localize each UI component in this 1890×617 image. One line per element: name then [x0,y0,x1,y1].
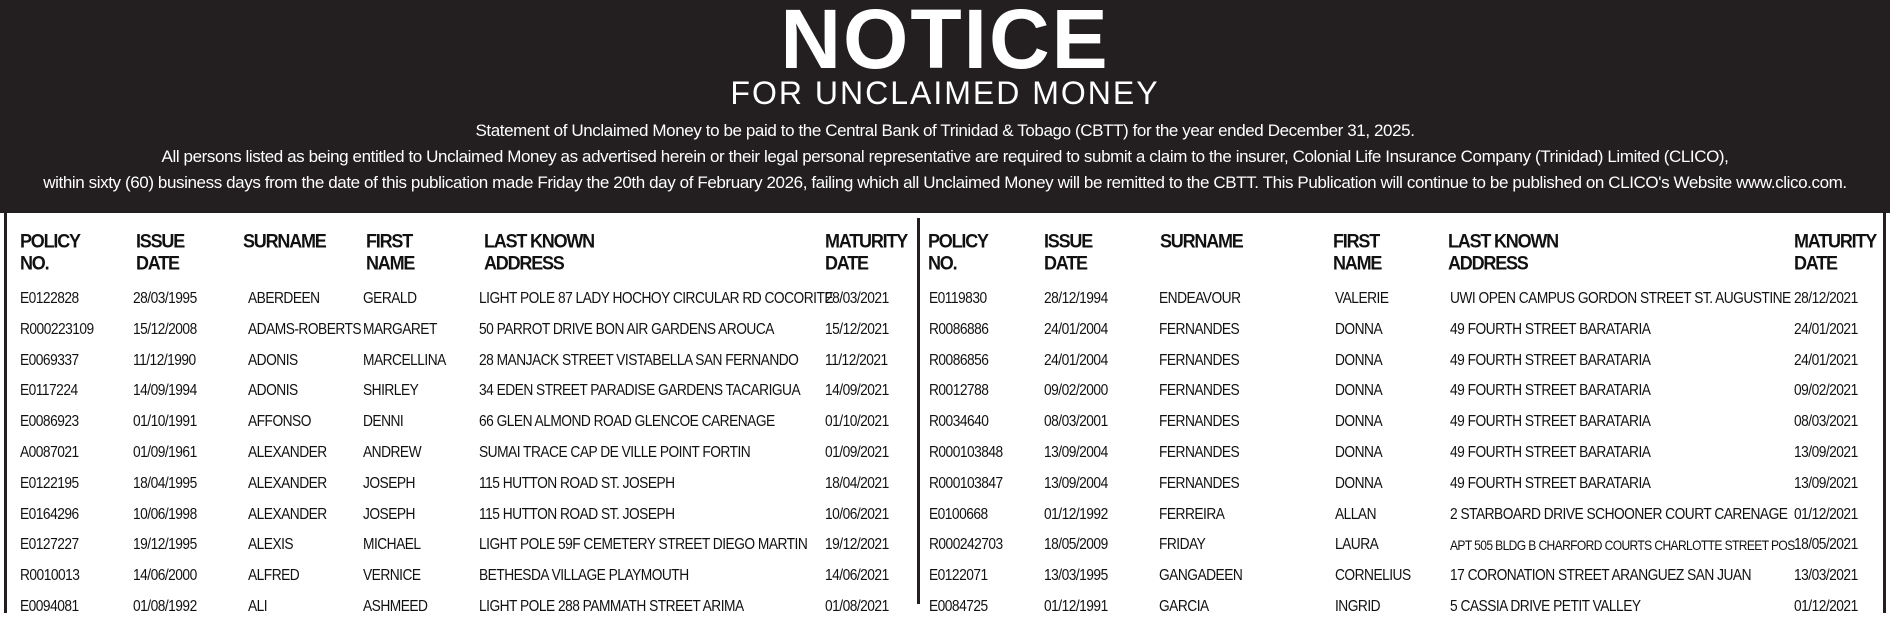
left-row-last-known-address: LIGHT POLE 288 PAMMATH STREET ARIMA [479,598,744,615]
right-row-policy-no: R0034640 [929,413,989,431]
left-row-maturity-date: 11/12/2021 [825,351,888,369]
right-row-issue-date: 09/02/2000 [1044,382,1108,400]
right-row-surname: GARCIA [1159,598,1209,615]
left-row-issue-date: 18/04/1995 [133,474,197,492]
right-row-policy-no: E0119830 [929,290,987,307]
left-row-maturity-date: 01/08/2021 [825,598,889,615]
statement-line-3: within sixty (60) business days from the date of this publication made Friday the 20th day of February 2026, failing which all Unclaimed Money will be remitted to the CBTT. This Publication will continue to be published on CLICO's Website www.clico.com. [43,173,1847,192]
left-row-last-known-address: LIGHT POLE 59F CEMETERY STREET DIEGO MARTIN [479,536,808,554]
left-row-policy-no: E0094081 [20,598,79,615]
right-header-maturity-date: MATURITY DATE [1794,230,1877,274]
column-divider [917,218,920,604]
left-row-surname: ALEXANDER [248,505,327,523]
left-row-policy-no: E0127227 [20,536,79,554]
right-row-issue-date: 18/05/2009 [1044,536,1108,554]
left-row-last-known-address: 66 GLEN ALMOND ROAD GLENCOE CARENAGE [479,413,775,431]
right-row-surname: FERNANDES [1159,474,1240,492]
left-row-issue-date: 19/12/1995 [133,536,197,554]
left-row-last-known-address: 115 HUTTON ROAD ST. JOSEPH [479,474,675,492]
right-row-maturity-date: 24/01/2021 [1794,320,1858,338]
left-row-policy-no: E0122828 [20,290,79,307]
left-row-issue-date: 01/10/1991 [133,413,197,431]
left-row-surname: ADONIS [248,382,298,400]
left-row-policy-no: E0069337 [20,351,79,369]
right-row-last-known-address: APT 505 BLDG B CHARFORD COURTS CHARLOTTE STREET POS [1450,537,1795,554]
right-row-first-name: LAURA [1335,536,1379,554]
left-row-policy-no: E0117224 [20,382,78,400]
left-header-maturity-date: MATURITY DATE [825,230,908,274]
left-row-issue-date: 10/06/1998 [133,505,197,523]
right-row-maturity-date: 28/12/2021 [1794,290,1858,307]
notice-subtitle: FOR UNCLAIMED MONEY [730,75,1160,111]
left-row-last-known-address: 34 EDEN STREET PARADISE GARDENS TACARIGUA [479,382,801,400]
left-row-issue-date: 28/03/1995 [133,290,197,307]
left-row-first-name: ANDREW [363,444,422,461]
left-row-policy-no: E0122195 [20,474,79,492]
left-row-maturity-date: 01/09/2021 [825,444,889,461]
left-row-issue-date: 14/09/1994 [133,382,197,400]
right-row-first-name: VALERIE [1335,290,1389,307]
right-row-maturity-date: 01/12/2021 [1794,598,1858,615]
statement-line-1: Statement of Unclaimed Money to be paid to the Central Bank of Trinidad & Tobago (CBTT) for the year ended December 31, 2025. [475,121,1415,140]
left-row-maturity-date: 18/04/2021 [825,474,889,492]
left-row-issue-date: 15/12/2008 [133,320,197,338]
left-row-surname: AFFONSO [248,413,311,431]
left-row-issue-date: 01/08/1992 [133,598,197,615]
right-row-issue-date: 13/09/2004 [1044,444,1108,461]
left-row-maturity-date: 10/06/2021 [825,505,889,523]
right-row-first-name: CORNELIUS [1335,567,1411,585]
right-row-surname: ENDEAVOUR [1159,290,1241,307]
right-row-policy-no: R0086886 [929,320,989,338]
left-row-first-name: JOSEPH [363,505,415,523]
right-row-maturity-date: 13/09/2021 [1794,474,1858,492]
right-row-maturity-date: 24/01/2021 [1794,351,1858,369]
left-row-first-name: MARCELLINA [363,351,446,369]
left-row-maturity-date: 14/09/2021 [825,382,889,400]
left-header-last-known-address: LAST KNOWN ADDRESS [484,230,594,274]
left-row-surname: ALEXANDER [248,474,327,492]
right-row-surname: GANGADEEN [1159,567,1243,585]
left-row-policy-no: R000223109 [20,320,94,338]
right-row-issue-date: 24/01/2004 [1044,320,1108,338]
right-row-first-name: DONNA [1335,474,1383,492]
left-row-surname: ALFRED [248,567,300,585]
left-row-maturity-date: 28/03/2021 [825,290,889,307]
right-row-last-known-address: 49 FOURTH STREET BARATARIA [1450,320,1651,338]
right-row-issue-date: 01/12/1992 [1044,505,1108,523]
right-row-policy-no: E0122071 [929,567,988,585]
right-row-surname: FERNANDES [1159,320,1240,338]
left-row-policy-no: A0087021 [20,444,79,461]
right-row-policy-no: R000103848 [929,444,1003,461]
left-row-first-name: GERALD [363,290,417,307]
left-row-surname: ALEXIS [248,536,294,554]
right-row-surname: FERNANDES [1159,351,1240,369]
right-row-last-known-address: 49 FOURTH STREET BARATARIA [1450,382,1651,400]
left-row-first-name: DENNI [363,413,404,431]
right-row-last-known-address: 49 FOURTH STREET BARATARIA [1450,351,1651,369]
right-row-first-name: INGRID [1335,598,1381,615]
left-row-surname: ADONIS [248,351,298,369]
right-header-first-name: FIRST NAME [1333,230,1382,274]
left-row-surname: ABERDEEN [248,290,320,307]
left-row-first-name: VERNICE [363,567,421,585]
right-row-policy-no: R0012788 [929,382,989,400]
right-row-last-known-address: 49 FOURTH STREET BARATARIA [1450,444,1651,461]
right-header-surname: SURNAME [1160,230,1243,252]
right-row-issue-date: 13/03/1995 [1044,567,1108,585]
right-row-issue-date: 01/12/1991 [1044,598,1108,615]
right-row-maturity-date: 13/03/2021 [1794,567,1858,585]
right-row-surname: FERNANDES [1159,382,1240,400]
right-row-last-known-address: 5 CASSIA DRIVE PETIT VALLEY [1450,598,1641,615]
left-row-policy-no: E0086923 [20,413,79,431]
right-row-last-known-address: 49 FOURTH STREET BARATARIA [1450,474,1651,492]
right-row-maturity-date: 01/12/2021 [1794,505,1858,523]
right-row-surname: FERNANDES [1159,413,1240,431]
right-row-surname: FRIDAY [1159,536,1206,554]
right-row-last-known-address: 17 CORONATION STREET ARANGUEZ SAN JUAN [1450,567,1752,585]
right-row-issue-date: 28/12/1994 [1044,290,1108,307]
right-header-issue-date: ISSUE DATE [1044,230,1093,274]
left-row-last-known-address: 115 HUTTON ROAD ST. JOSEPH [479,505,675,523]
right-row-maturity-date: 13/09/2021 [1794,444,1858,461]
right-header-policy-no: POLICY NO. [928,230,988,274]
left-header-issue-date: ISSUE DATE [136,230,185,274]
left-header-first-name: FIRST NAME [366,230,415,274]
right-row-maturity-date: 18/05/2021 [1794,536,1858,554]
statement-line-2: All persons listed as being entitled to Unclaimed Money as advertised herein or their legal personal representative are required to submit a claim to the insurer, Colonial Life Insurance Company (Trinidad) Limited (CLICO), [161,147,1729,166]
left-row-maturity-date: 14/06/2021 [825,567,889,585]
left-row-surname: ADAMS-ROBERTS [248,320,362,338]
left-row-surname: ALI [248,598,268,615]
left-row-last-known-address: BETHESDA VILLAGE PLAYMOUTH [479,567,689,585]
left-header-surname: SURNAME [243,230,326,252]
right-row-policy-no: E0084725 [929,598,988,615]
left-row-maturity-date: 19/12/2021 [825,536,889,554]
left-row-first-name: MARGARET [363,320,437,338]
right-row-maturity-date: 08/03/2021 [1794,413,1858,431]
left-row-policy-no: R0010013 [20,567,80,585]
notice-header [0,0,1890,213]
right-row-first-name: ALLAN [1335,505,1377,523]
left-row-first-name: ASHMEED [363,598,428,615]
right-row-issue-date: 13/09/2004 [1044,474,1108,492]
right-row-surname: FERNANDES [1159,444,1240,461]
right-row-issue-date: 08/03/2001 [1044,413,1108,431]
right-row-last-known-address: UWI OPEN CAMPUS GORDON STREET ST. AUGUSTINE [1450,290,1791,307]
left-header-policy-no: POLICY NO. [20,230,80,274]
right-row-first-name: DONNA [1335,320,1383,338]
right-row-policy-no: R0086856 [929,351,989,369]
left-row-maturity-date: 01/10/2021 [825,413,889,431]
right-row-first-name: DONNA [1335,351,1383,369]
left-row-issue-date: 01/09/1961 [133,444,197,461]
left-row-surname: ALEXANDER [248,444,327,461]
left-row-last-known-address: LIGHT POLE 87 LADY HOCHOY CIRCULAR RD COCORITE [479,290,833,307]
left-row-issue-date: 14/06/2000 [133,567,197,585]
right-row-last-known-address: 2 STARBOARD DRIVE SCHOONER COURT CARENAGE [1450,505,1788,523]
right-row-first-name: DONNA [1335,444,1383,461]
left-row-last-known-address: 28 MANJACK STREET VISTABELLA SAN FERNANDO [479,351,799,369]
right-row-surname: FERREIRA [1159,505,1225,523]
right-row-first-name: DONNA [1335,413,1383,431]
left-row-last-known-address: 50 PARROT DRIVE BON AIR GARDENS AROUCA [479,320,774,338]
right-row-policy-no: R000242703 [929,536,1003,554]
left-row-issue-date: 11/12/1990 [133,351,196,369]
right-row-last-known-address: 49 FOURTH STREET BARATARIA [1450,413,1651,431]
left-row-last-known-address: SUMAI TRACE CAP DE VILLE POINT FORTIN [479,444,751,461]
right-row-policy-no: R000103847 [929,474,1003,492]
right-row-issue-date: 24/01/2004 [1044,351,1108,369]
right-header-last-known-address: LAST KNOWN ADDRESS [1448,230,1558,274]
left-row-policy-no: E0164296 [20,505,79,523]
left-row-maturity-date: 15/12/2021 [825,320,889,338]
right-row-policy-no: E0100668 [929,505,988,523]
left-row-first-name: MICHAEL [363,536,421,554]
notice-title: NOTICE [780,0,1110,86]
left-row-first-name: JOSEPH [363,474,415,492]
left-row-first-name: SHIRLEY [363,382,419,400]
right-row-first-name: DONNA [1335,382,1383,400]
right-row-maturity-date: 09/02/2021 [1794,382,1858,400]
